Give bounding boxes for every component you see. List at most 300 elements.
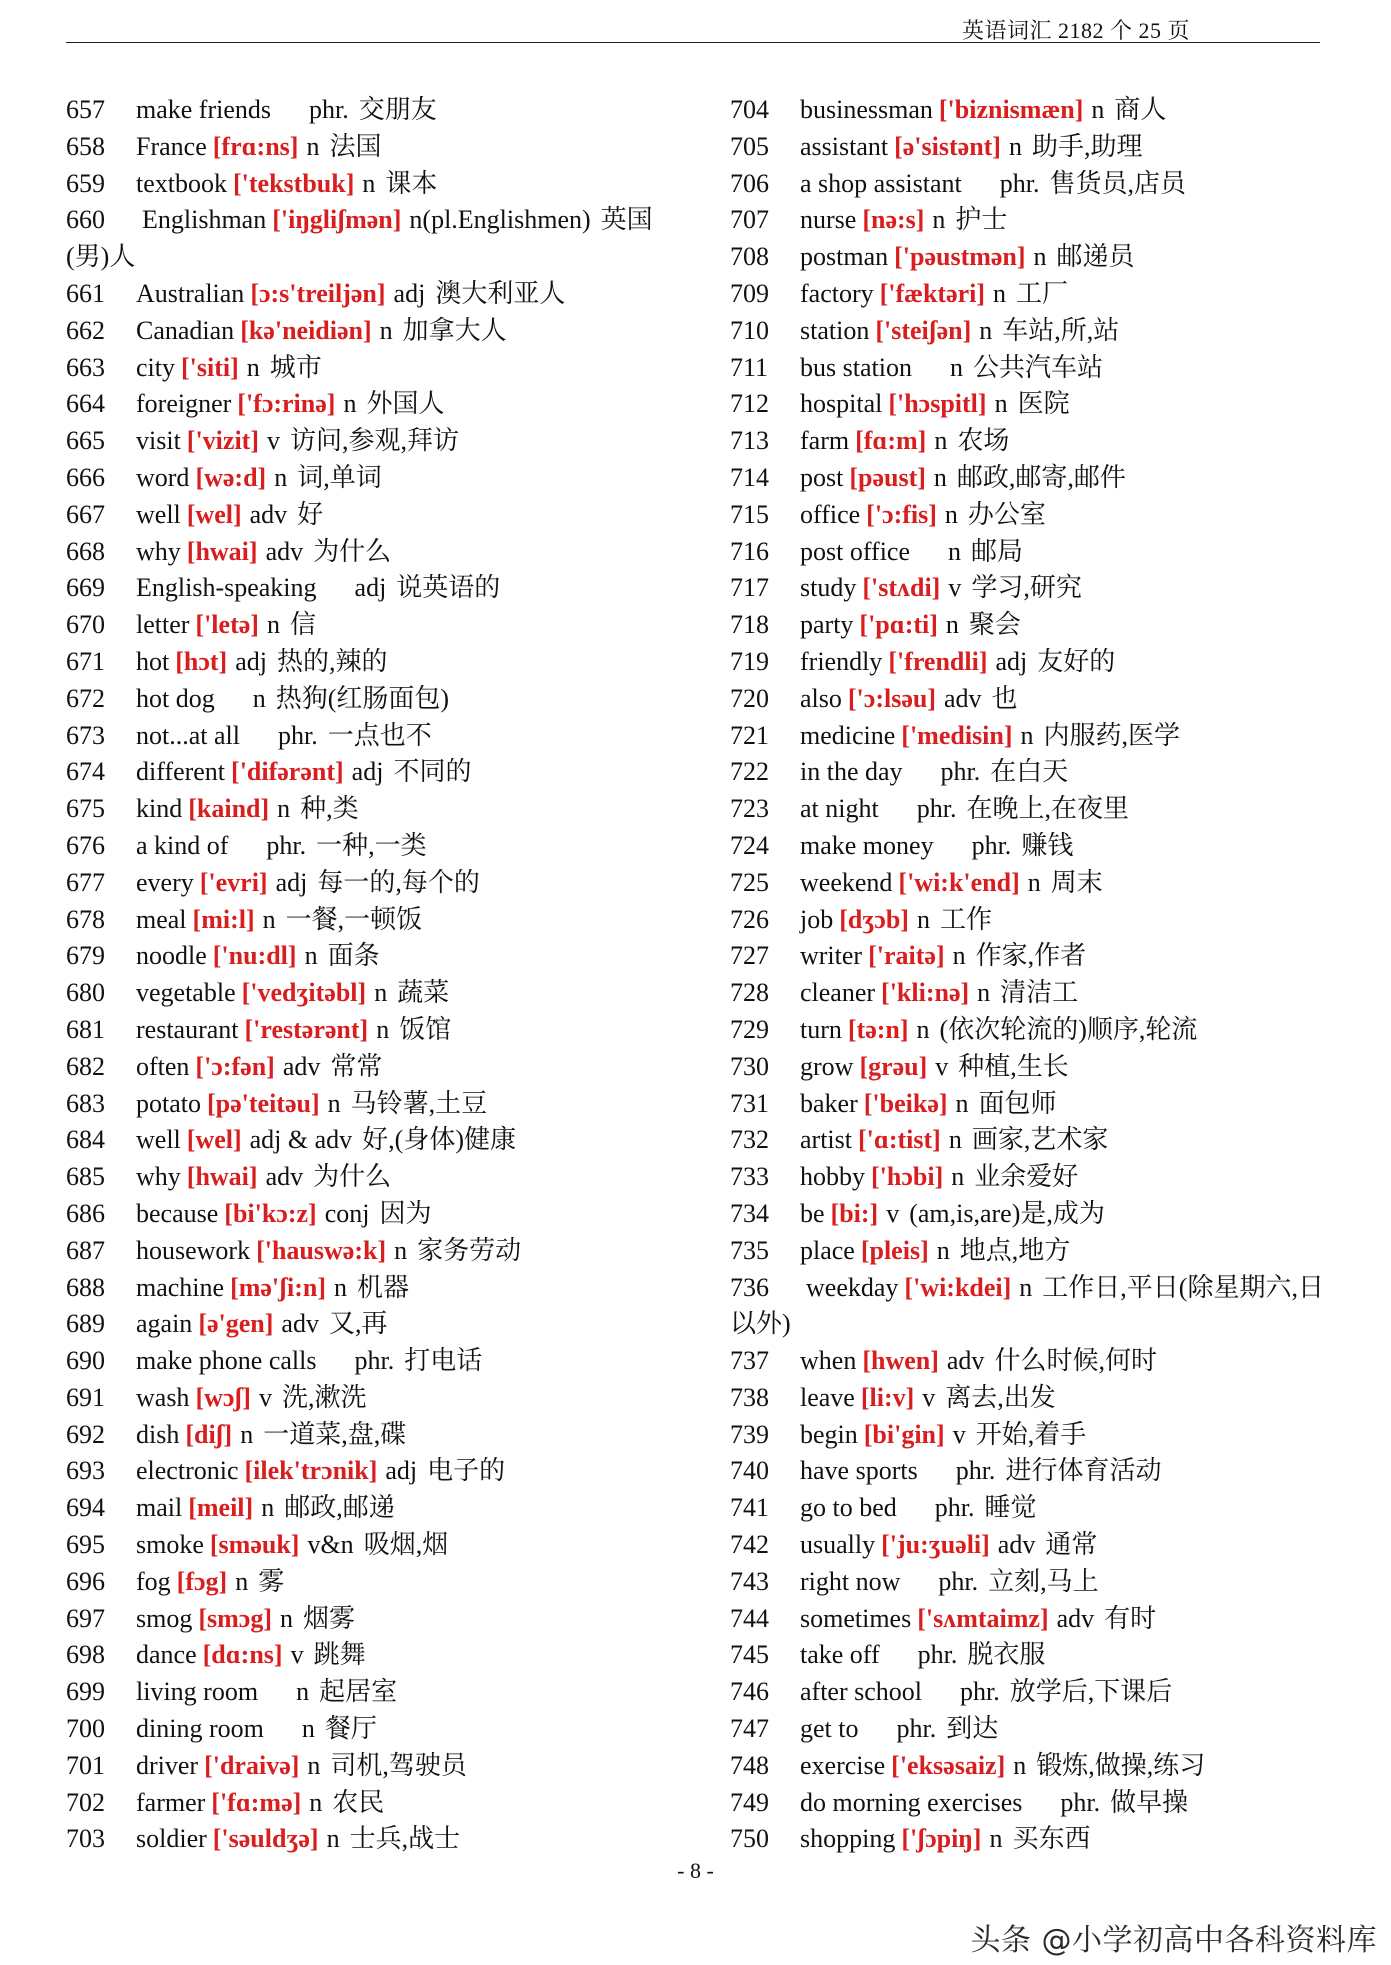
entry-word: hot [136, 646, 170, 676]
entry-pos: n [1013, 1750, 1027, 1780]
entry-pos: v [886, 1198, 900, 1228]
entry-pos: n(pl.Englishmen) [409, 205, 591, 235]
entry-word: Australian [136, 278, 245, 308]
entry-number: 735 [730, 1235, 769, 1265]
entry-word: medicine [800, 720, 896, 750]
entry-meaning: 雾 [258, 1566, 285, 1596]
vocab-entry [730, 166, 1330, 203]
vocab-entry [730, 202, 1330, 239]
entry-meaning: 跳舞 [313, 1640, 366, 1670]
entry-word: foreigner [136, 389, 232, 419]
entry-number: 712 [730, 389, 769, 419]
entry-number: 731 [730, 1088, 769, 1118]
entry-word: living room [136, 1677, 259, 1707]
entry-pos: adv [265, 1162, 304, 1192]
entry-pos: n [1020, 720, 1034, 750]
entry-word: housework [136, 1235, 251, 1265]
entry-number: 728 [730, 978, 769, 1008]
entry-pos: v [258, 1382, 272, 1412]
entry-phonetic: [mi:l] [192, 904, 255, 934]
entry-phonetic: [li:v] [860, 1382, 915, 1412]
right-column [730, 92, 1330, 1858]
entry-pos: phr. [896, 1714, 937, 1744]
page-number: - 8 - [677, 1858, 714, 1883]
entry-word: job [800, 904, 834, 934]
entry-meaning: 外国人 [366, 389, 445, 419]
vocab-entry [66, 1012, 681, 1049]
entry-meaning: 商人 [1114, 95, 1167, 124]
vocab-entry [66, 1637, 681, 1674]
entry-word: noodle [136, 941, 207, 971]
entry-meaning: 士兵,战士 [349, 1824, 461, 1854]
vocab-entry [66, 1417, 681, 1454]
entry-word: shopping [800, 1824, 896, 1854]
entry-meaning: 每一的,每个的 [317, 867, 480, 897]
entry-meaning: 好,(身体)健康 [362, 1125, 516, 1155]
entry-pos: n [916, 1014, 930, 1044]
header-title: 英语词汇 2182 个 25 页 [961, 18, 1190, 43]
entry-meaning: 交朋友 [358, 95, 437, 124]
vocab-entry [66, 166, 681, 203]
entry-meaning: 做早操 [1110, 1787, 1189, 1817]
entry-phonetic: ['sʌmtaimz] [917, 1603, 1049, 1633]
entry-meaning: 电子的 [427, 1456, 506, 1486]
entry-number: 697 [66, 1603, 105, 1633]
entry-number: 720 [730, 683, 769, 713]
entry-meaning: 一点也不 [327, 720, 432, 750]
entry-meaning: 种植,生长 [958, 1051, 1069, 1081]
entry-phonetic: [hwen] [862, 1346, 939, 1376]
entry-number: 667 [66, 499, 105, 529]
entry-pos: phr. [916, 794, 957, 824]
entry-number: 707 [730, 205, 769, 235]
entry-pos: n [304, 941, 318, 971]
entry-meaning: 周末 [1050, 867, 1103, 897]
vocab-entry [66, 754, 681, 791]
entry-word: well [136, 499, 181, 529]
entry-number: 705 [730, 131, 769, 161]
entry-number: 689 [66, 1309, 105, 1339]
entry-word: weekday [806, 1272, 899, 1302]
entry-pos: phr. [354, 1346, 395, 1376]
entry-meaning: 热的,辣的 [276, 646, 388, 676]
entry-phonetic: ['nu:dl] [212, 941, 297, 971]
entry-meaning: 地点,地方 [959, 1235, 1071, 1265]
entry-pos: n [279, 1603, 293, 1633]
entry-number: 678 [66, 904, 105, 934]
entry-meaning: 加拿大人 [402, 315, 507, 345]
entry-pos: n [274, 462, 288, 492]
entry-phonetic: ['vedʒitəbl] [241, 978, 367, 1008]
entry-word: right now [800, 1566, 901, 1596]
entry-number: 714 [730, 462, 769, 492]
entry-number: 690 [66, 1346, 105, 1376]
vocab-entry [730, 791, 1330, 828]
entry-pos: n [394, 1235, 408, 1265]
entry-meaning: 为什么 [313, 536, 392, 566]
entry-word: letter [136, 610, 190, 640]
entry-pos: n [945, 610, 959, 640]
entry-pos: v [922, 1382, 936, 1412]
entry-pos: n [934, 426, 948, 456]
entry-number: 668 [66, 536, 105, 566]
entry-phonetic: ['restərənt] [244, 1014, 369, 1044]
entry-phonetic: ['fɑ:mə] [211, 1787, 302, 1817]
entry-word: often [136, 1051, 190, 1081]
entry-word: place [800, 1235, 855, 1265]
entry-pos: n [252, 683, 266, 713]
vocab-entry [66, 1380, 681, 1417]
entry-pos: n [246, 352, 260, 382]
entry-meaning: 放学后,下课后 [1009, 1677, 1173, 1707]
entry-word: make money [800, 830, 934, 860]
entry-meaning: 信 [289, 610, 316, 640]
entry-meaning: 不同的 [393, 757, 472, 787]
entry-pos: n [301, 1714, 315, 1744]
entry-phonetic: [bi'gin] [863, 1419, 945, 1449]
vocab-entry [66, 460, 681, 497]
entry-phonetic: [hwai] [186, 536, 258, 566]
vocab-entry [66, 1785, 681, 1822]
entry-pos: v [290, 1640, 304, 1670]
vocab-entry [730, 1417, 1330, 1454]
entry-number: 730 [730, 1051, 769, 1081]
entry-pos: n [994, 389, 1008, 419]
entry-pos: n [993, 278, 1007, 308]
entry-pos: phr. [971, 830, 1012, 860]
vocab-entry [730, 1490, 1330, 1527]
entry-meaning: 蔬菜 [397, 978, 450, 1008]
entry-phonetic: ['hɔspitl] [888, 389, 987, 419]
entry-number: 659 [66, 168, 105, 198]
vocab-entry [730, 865, 1330, 902]
vocab-entry [730, 1012, 1330, 1049]
entry-pos: phr. [999, 168, 1040, 198]
entry-number: 732 [730, 1125, 769, 1155]
entry-meaning: 业余爱好 [974, 1162, 1079, 1192]
entry-pos: n [362, 168, 376, 198]
entry-meaning: 因为 [379, 1198, 432, 1228]
entry-number: 686 [66, 1198, 105, 1228]
entry-word: kind [136, 794, 183, 824]
entry-word: at night [800, 794, 879, 824]
entry-phonetic: [kaind] [188, 794, 270, 824]
entry-phonetic: ['iŋgliʃmən] [272, 205, 402, 235]
entry-word: assistant [800, 131, 889, 161]
entry-word: nurse [800, 205, 857, 235]
vocab-entry [730, 1233, 1330, 1270]
entry-phonetic: ['wi:k'end] [898, 867, 1020, 897]
entry-phonetic: ['raitə] [868, 941, 945, 971]
vocab-entry [730, 718, 1330, 755]
entry-meaning: 立刻,马上 [988, 1566, 1099, 1596]
entry-meaning: 农场 [957, 426, 1010, 456]
entry-pos: v [948, 573, 962, 603]
entry-word: factory [800, 278, 874, 308]
entry-meaning: 离去,出发 [945, 1382, 1056, 1412]
entry-number: 750 [730, 1824, 769, 1854]
vocab-entry [66, 92, 681, 129]
vocab-entry [730, 1564, 1330, 1601]
entry-word: post office [800, 536, 910, 566]
entry-phonetic: [hɔt] [175, 646, 228, 676]
vocab-entry [66, 1233, 681, 1270]
entry-meaning: 友好的 [1037, 646, 1116, 676]
entry-number: 702 [66, 1787, 105, 1817]
entry-number: 696 [66, 1566, 105, 1596]
entry-pos: n [933, 462, 947, 492]
vocab-entry [66, 938, 681, 975]
vocab-entry [66, 313, 681, 350]
entry-pos: adv [997, 1530, 1036, 1560]
vocab-entry [66, 1343, 681, 1380]
entry-phonetic: [kə'neidiən] [240, 315, 372, 345]
entry-pos: n [327, 1088, 341, 1118]
vocab-entry [66, 865, 681, 902]
entry-number: 748 [730, 1750, 769, 1780]
entry-word: well [136, 1125, 181, 1155]
entry-phonetic: ['eksəsaiz] [891, 1750, 1006, 1780]
entry-pos: adj [393, 278, 426, 308]
entry-meaning: 又,再 [328, 1309, 388, 1339]
entry-number: 729 [730, 1014, 769, 1044]
entry-phonetic: [nə:s] [862, 205, 925, 235]
entry-meaning: 马铃薯,土豆 [350, 1088, 488, 1118]
entry-meaning: (依次轮流的)顺序,轮流 [939, 1014, 1198, 1044]
entry-word: have sports [800, 1456, 918, 1486]
vocab-entry [66, 607, 681, 644]
entry-pos: n [952, 941, 966, 971]
entry-phonetic: ['letə] [195, 610, 259, 640]
entry-number: 713 [730, 426, 769, 456]
entry-meaning: 司机,驾驶员 [330, 1750, 467, 1780]
entry-number: 693 [66, 1456, 105, 1486]
entry-pos: n [977, 978, 991, 1008]
entry-phonetic: [bi'kɔ:z] [224, 1198, 317, 1228]
vocab-entry [66, 1049, 681, 1086]
entry-word: leave [800, 1382, 855, 1412]
entry-word: textbook [136, 168, 227, 198]
entry-number: 691 [66, 1382, 105, 1412]
entry-pos: n [334, 1272, 348, 1302]
vocab-entry [730, 239, 1330, 276]
entry-number: 724 [730, 830, 769, 860]
entry-number: 717 [730, 573, 769, 603]
entry-phonetic: [diʃ] [185, 1419, 233, 1449]
entry-phonetic: [wel] [186, 1125, 242, 1155]
entry-word: hospital [800, 389, 883, 419]
vocab-entry [730, 129, 1330, 166]
entry-pos: v [952, 1419, 966, 1449]
entry-pos: adj [351, 757, 384, 787]
entry-meaning: 在晚上,在夜里 [966, 794, 1129, 824]
entry-pos: n [376, 1014, 390, 1044]
entry-meaning: 热狗(红肠面包) [275, 683, 450, 713]
entry-meaning: 聚会 [968, 610, 1021, 640]
vocab-entry [730, 1711, 1330, 1748]
entry-phonetic: ['fæktəri] [879, 278, 986, 308]
entry-pos: v [266, 426, 280, 456]
entry-word: hobby [800, 1162, 865, 1192]
entry-phonetic: [wɔʃ] [195, 1382, 251, 1412]
entry-pos: n [1008, 131, 1022, 161]
vocab-entry [66, 1086, 681, 1123]
vocab-entry [730, 570, 1330, 607]
vocab-entry [66, 202, 681, 276]
entry-phonetic: [mə'ʃi:n] [230, 1272, 327, 1302]
entry-meaning: 邮政,邮递 [284, 1493, 395, 1523]
entry-pos: adj [385, 1456, 418, 1486]
entry-word: in the day [800, 757, 903, 787]
entry-word: soldier [136, 1824, 207, 1854]
vocab-entry [66, 534, 681, 571]
entry-phonetic: ['ʃɔpiŋ] [901, 1824, 982, 1854]
entry-meaning: 吸烟,烟 [363, 1530, 449, 1560]
entry-pos: n [374, 978, 388, 1008]
vocab-entry [730, 386, 1330, 423]
entry-word: different [136, 757, 226, 787]
vocab-entry [66, 423, 681, 460]
entry-pos: n [240, 1419, 254, 1449]
entry-word: hot dog [136, 683, 215, 713]
entry-number: 661 [66, 278, 105, 308]
entry-word: grow [800, 1051, 854, 1081]
entry-meaning: 脱衣服 [967, 1640, 1046, 1670]
entry-word: machine [136, 1272, 225, 1302]
entry-word: Englishman [142, 205, 267, 235]
entry-word: mail [136, 1493, 183, 1523]
entry-number: 740 [730, 1456, 769, 1486]
entry-pos: n [916, 904, 930, 934]
entry-meaning: 助手,助理 [1031, 131, 1143, 161]
entry-pos: conj [324, 1198, 370, 1228]
entry-number: 716 [730, 536, 769, 566]
entry-number: 695 [66, 1530, 105, 1560]
entry-pos: adj [354, 573, 387, 603]
entry-phonetic: [fɑ:m] [855, 426, 927, 456]
entry-number: 708 [730, 242, 769, 272]
entry-phonetic: [meil] [188, 1493, 254, 1523]
entry-word: smoke [136, 1530, 204, 1560]
entry-number: 747 [730, 1714, 769, 1744]
entry-word: do morning exercises [800, 1787, 1023, 1817]
entry-word: turn [800, 1014, 842, 1044]
entry-phonetic: [pəust] [849, 462, 926, 492]
entry-phonetic: [frɑ:ns] [212, 131, 299, 161]
entry-number: 694 [66, 1493, 105, 1523]
entry-number: 663 [66, 352, 105, 382]
vocab-entry [66, 1564, 681, 1601]
entry-phonetic: [ə'sistənt] [894, 131, 1001, 161]
vocab-entry [66, 1453, 681, 1490]
entry-pos: n [955, 1088, 969, 1118]
entry-number: 671 [66, 646, 105, 676]
entry-word: exercise [800, 1750, 886, 1780]
vocab-entry [66, 1196, 681, 1233]
entry-number: 711 [730, 352, 769, 382]
entry-number: 741 [730, 1493, 769, 1523]
entry-meaning: 公共汽车站 [972, 352, 1103, 382]
entry-word: when [800, 1346, 857, 1376]
entry-phonetic: ['ɔ:lsəu] [847, 683, 936, 713]
entry-number: 687 [66, 1235, 105, 1265]
entry-phonetic: ['stʌdi] [862, 573, 941, 603]
vocab-entry [730, 276, 1330, 313]
entry-number: 662 [66, 315, 105, 345]
entry-phonetic: [smɔg] [198, 1603, 272, 1633]
entry-number: 749 [730, 1787, 769, 1817]
vocab-entry [66, 718, 681, 755]
vocab-entry [66, 497, 681, 534]
entry-word: sometimes [800, 1603, 912, 1633]
entry-meaning: 为什么 [313, 1162, 392, 1192]
vocab-entry [66, 386, 681, 423]
entry-pos: phr. [309, 95, 349, 124]
entry-word: driver [136, 1750, 199, 1780]
entry-number: 698 [66, 1640, 105, 1670]
entry-word: dish [136, 1419, 180, 1449]
entry-number: 733 [730, 1162, 769, 1192]
vocab-entry [66, 1122, 681, 1159]
entry-number: 685 [66, 1162, 105, 1192]
entry-number: 710 [730, 315, 769, 345]
entry-number: 682 [66, 1051, 105, 1081]
entry-phonetic: ['fɔ:rinə] [237, 389, 336, 419]
entry-meaning: 洗,漱洗 [281, 1382, 367, 1412]
entry-meaning: 开始,着手 [975, 1419, 1087, 1449]
entry-phonetic: ['vizit] [186, 426, 259, 456]
entry-phonetic: [fɔg] [176, 1566, 228, 1596]
entry-word: businessman [800, 95, 933, 124]
entry-word: farm [800, 426, 850, 456]
entry-word: Canadian [136, 315, 235, 345]
entry-word: weekend [800, 867, 893, 897]
entry-number: 672 [66, 683, 105, 713]
entry-pos: n [1027, 867, 1041, 897]
entry-meaning: 护士 [955, 205, 1008, 235]
entry-number: 743 [730, 1566, 769, 1596]
vocab-entry [730, 1380, 1330, 1417]
entry-meaning: 进行体育活动 [1005, 1456, 1162, 1486]
entry-pos: n [951, 1162, 965, 1192]
vocab-entry [730, 828, 1330, 865]
entry-word: postman [800, 242, 889, 272]
entry-word: not...at all [136, 720, 240, 750]
entry-pos: adj [995, 646, 1028, 676]
vocab-entry [66, 1821, 681, 1858]
entry-meaning: 工厂 [1016, 278, 1069, 308]
entry-pos: n [1019, 1272, 1033, 1302]
entry-meaning: 作家,作者 [975, 941, 1087, 971]
entry-pos: n [326, 1824, 340, 1854]
entry-phonetic: ['evri] [199, 867, 268, 897]
vocab-entry [730, 423, 1330, 460]
entry-meaning: 起居室 [319, 1677, 398, 1707]
vocab-entry [730, 1343, 1330, 1380]
entry-word: artist [800, 1125, 852, 1155]
entry-phonetic: [grəu] [859, 1051, 928, 1081]
vocab-entry [730, 1122, 1330, 1159]
entry-word: dining room [136, 1714, 264, 1744]
entry-pos: n [948, 536, 961, 566]
entry-number: 673 [66, 720, 105, 750]
entry-pos: n [944, 499, 958, 529]
entry-phonetic: ['biznismæn] [938, 95, 1084, 124]
vocab-entry [730, 497, 1330, 534]
entry-number: 738 [730, 1382, 769, 1412]
entry-phonetic: [hwai] [186, 1162, 258, 1192]
vocab-entry [730, 1637, 1330, 1674]
